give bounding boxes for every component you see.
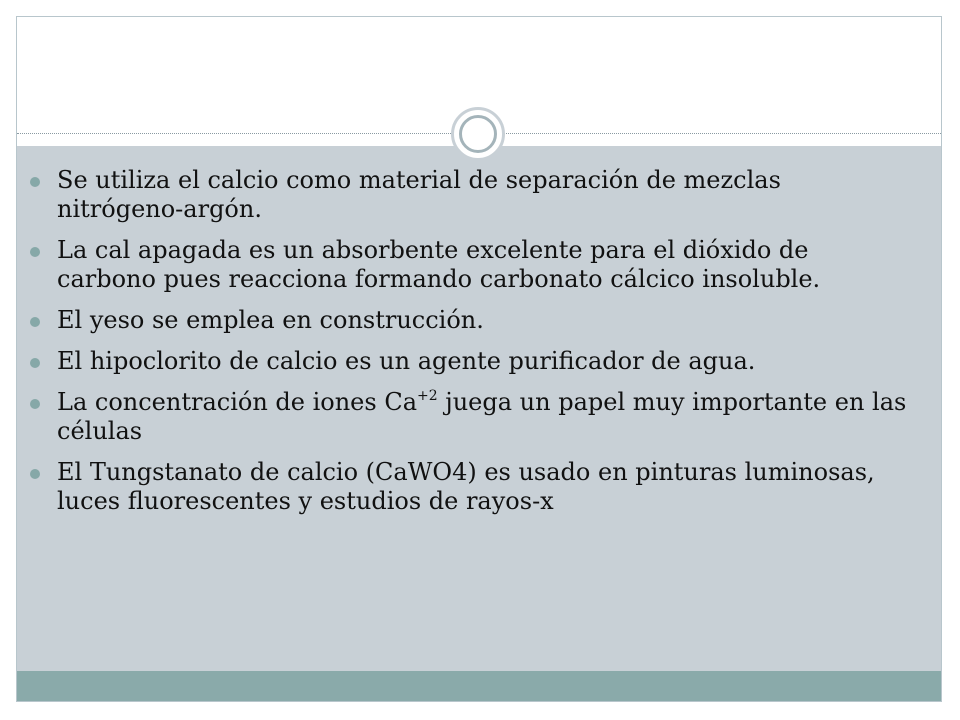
bullet-text: El Tungstanato de calcio (CaWO4) es usado en pinturas luminosas, luces fluorescentes y estudios de rayos-x [57,458,875,515]
list-item [30,347,910,376]
divider-circle-icon [451,107,505,161]
bullet-text: Se utiliza el calcio como material de separación de mezclas nitrógeno-argón. [57,166,781,223]
bullet-text: El hipoclorito de calcio es un agente purificador de agua. [57,347,756,375]
bullet-text-after: juega un papel muy importante en las células [57,388,907,445]
circle-ring [459,115,497,153]
bullet-dot-icon [30,247,40,257]
footer-bar [17,671,941,702]
bullet-text: El yeso se emplea en construcción. [57,306,484,334]
list-item [30,306,910,335]
bullet-list [30,166,910,528]
list-item [30,166,910,224]
bullet-dot-icon [30,399,40,409]
bullet-dot-icon [30,317,40,327]
bullet-dot-icon [30,358,40,368]
bullet-dot-icon [30,469,40,479]
bullet-dot-icon [30,177,40,187]
list-item [30,458,910,516]
list-item [30,236,910,294]
ion-charge-superscript: +2 [417,388,438,404]
bullet-text-before: La concentración de iones Ca [57,388,417,416]
bullet-text: La cal apagada es un absorbente excelente para el dióxido de carbono pues reacciona formando carbonato cálcico insoluble. [57,236,821,293]
list-item [30,388,910,446]
